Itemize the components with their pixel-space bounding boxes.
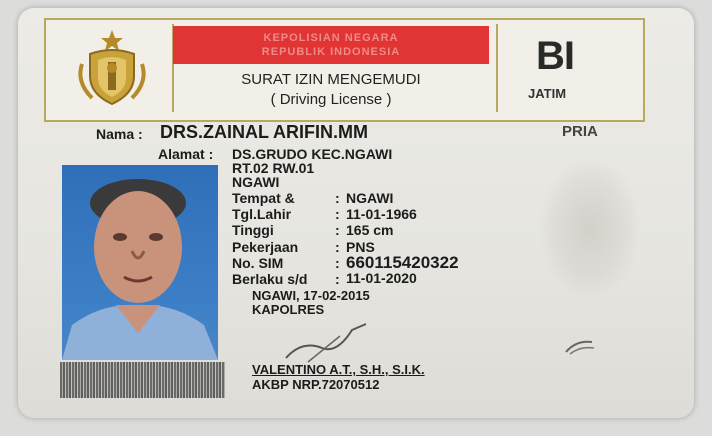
official-name: VALENTINO A.T., S.H., S.I.K.: [252, 362, 425, 377]
issuing-office: KAPOLRES: [252, 302, 325, 317]
field-label: Tgl.Lahir: [232, 206, 292, 222]
field-label: No. SIM: [232, 255, 284, 271]
issue-place-date: NGAWI, 17-02-2015: [252, 288, 370, 303]
sim-number: 660115420322: [346, 253, 459, 272]
document-subtitle: ( Driving License ): [270, 91, 392, 108]
address-label: Alamat :: [158, 146, 214, 162]
field-value: 11-01-2020: [346, 270, 417, 286]
document-title-block: [173, 70, 489, 110]
field-separator: :: [335, 222, 340, 238]
thumb-mark-icon: [562, 336, 598, 358]
address-line-2: RT.02 RW.01: [232, 160, 315, 176]
field-separator: :: [335, 190, 340, 206]
field-label: Berlaku s/d: [232, 271, 308, 287]
barcode: [60, 362, 225, 398]
license-class: BI: [536, 34, 574, 78]
field-label: Tempat &: [232, 190, 295, 206]
holder-name: DRS.ZAINAL ARIFIN.MM: [160, 122, 368, 142]
field-separator: :: [335, 255, 340, 271]
official-rank: AKBP NRP.72070512: [252, 377, 380, 392]
signature: [282, 318, 372, 368]
field-value: NGAWI: [346, 190, 394, 206]
license-header: [44, 18, 645, 122]
issuer-line-1: KEPOLISIAN NEGARA: [263, 32, 399, 44]
field-value: 11-01-1966: [346, 206, 417, 222]
police-emblem-icon: [52, 24, 172, 112]
issuer-line-2: REPUBLIK INDONESIA: [261, 46, 401, 58]
issuer-banner: [173, 26, 489, 64]
holder-photo: [62, 165, 218, 360]
address-line-3: NGAWI: [232, 174, 280, 190]
field-value: 165 cm: [346, 222, 394, 238]
thumbprint: [540, 158, 640, 298]
name-label: Nama :: [96, 126, 143, 142]
address-line-1: DS.GRUDO KEC.NGAWI: [232, 146, 393, 162]
gender: PRIA: [562, 123, 598, 140]
license-class-box: [496, 24, 636, 112]
portrait-image: [62, 165, 218, 360]
field-separator: :: [335, 239, 340, 255]
police-emblem-box: [52, 24, 174, 112]
field-value: PNS: [346, 239, 375, 255]
field-separator: :: [335, 206, 340, 222]
document-title: SURAT IZIN MENGEMUDI: [241, 71, 421, 88]
field-label: Pekerjaan: [232, 239, 299, 255]
field-separator: :: [335, 271, 340, 287]
license-region: JATIM: [528, 86, 567, 101]
field-label: Tinggi: [232, 222, 274, 238]
